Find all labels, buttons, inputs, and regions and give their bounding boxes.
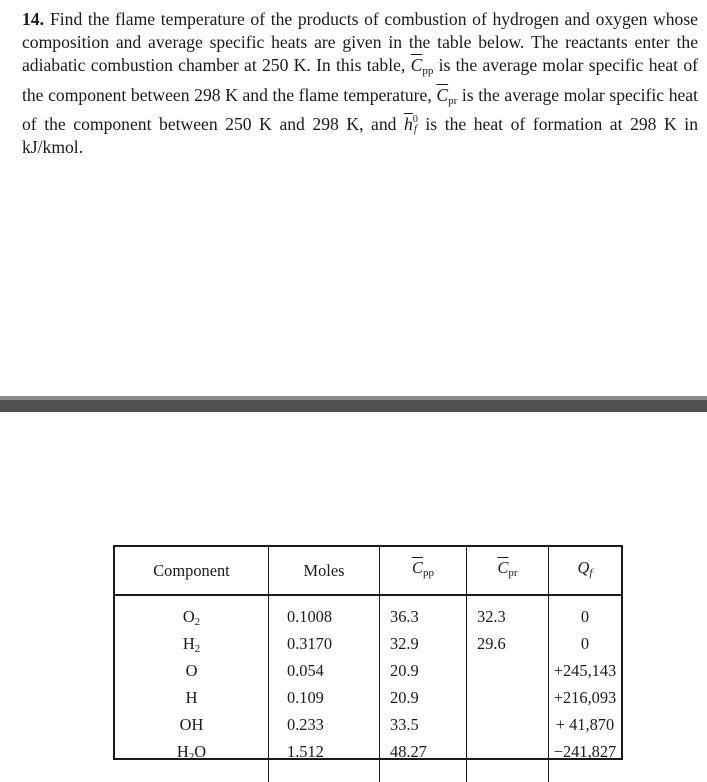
header-qf: $Q_f$ bbox=[549, 547, 622, 595]
problem-number: 14. bbox=[22, 9, 44, 29]
table-row bbox=[115, 741, 621, 782]
problem-text-1: Find the flame temperature of the products of combustion of hydrogen and oxygen whose composition and average specific heats are given in the table below. The reactants enter the adiabatic combustion chamber at 250 K. In this table, bbox=[22, 9, 698, 76]
cell-cpp: 36.3 bbox=[380, 595, 467, 633]
header-cpr: $\overline{C}_{pr}$ bbox=[467, 547, 549, 595]
cell-qf: 0 bbox=[580, 607, 590, 626]
cell-qf: +216,093 bbox=[553, 688, 617, 707]
problem-text-4: is the heat of formation at 298 K in kJ/kmol. bbox=[22, 113, 698, 158]
problem-statement bbox=[22, 8, 698, 159]
cell-cpp: 33.5 bbox=[380, 714, 467, 741]
cell-component: OH bbox=[115, 714, 269, 741]
problem-text-2: is the average molar specific heat of the component between 298 K and the flame temperature, bbox=[22, 55, 698, 105]
cell-component: $O_2$ bbox=[115, 595, 269, 633]
cell-component: O bbox=[115, 660, 269, 687]
table-row bbox=[115, 687, 621, 714]
cell-moles: 0.1008 bbox=[269, 595, 380, 633]
problem-text-3: is the average molar specific heat of the component between 250 K and 298 K, and bbox=[22, 84, 698, 134]
cpp-symbol: $\overline{C}_{pp}$ bbox=[410, 55, 434, 78]
table-header-row bbox=[115, 547, 621, 595]
cell-moles: 0.054 bbox=[269, 660, 380, 687]
cpr-symbol: $\overline{C}_{pr}$ bbox=[436, 84, 458, 107]
data-table-frame bbox=[113, 545, 623, 763]
cell-cpr: 29.6 bbox=[467, 633, 549, 660]
cell-cpr bbox=[467, 687, 549, 714]
cell-cpr bbox=[467, 660, 549, 687]
cell-component: $H_2$ bbox=[115, 633, 269, 660]
cell-moles: 0.3170 bbox=[269, 633, 380, 660]
cell-qf: −241,827 bbox=[553, 742, 617, 761]
cell-cpr: 32.3 bbox=[467, 595, 549, 633]
cell-component: $H_2O$ bbox=[115, 741, 269, 782]
cell-moles: 1.512 bbox=[269, 741, 380, 782]
table-row bbox=[115, 714, 621, 741]
cell-qf: + 41,870 bbox=[555, 715, 615, 734]
cell-component: H bbox=[115, 687, 269, 714]
header-moles: Moles bbox=[269, 547, 380, 595]
cell-moles: 0.233 bbox=[269, 714, 380, 741]
cell-cpr bbox=[467, 714, 549, 741]
cell-moles: 0.109 bbox=[269, 687, 380, 714]
cell-cpp: 20.9 bbox=[380, 660, 467, 687]
data-table bbox=[115, 547, 621, 782]
cell-qf: 0 bbox=[580, 634, 590, 653]
header-component: Component bbox=[115, 547, 269, 595]
table-row bbox=[115, 595, 621, 633]
hf-symbol: $\overline{h}$ 0 f bbox=[404, 113, 418, 135]
cell-cpp: 20.9 bbox=[380, 687, 467, 714]
cell-cpp: 48.27 bbox=[380, 741, 467, 782]
table-row bbox=[115, 660, 621, 687]
table-row bbox=[115, 633, 621, 660]
cell-qf: +245,143 bbox=[553, 661, 617, 680]
cell-cpp: 32.9 bbox=[380, 633, 467, 660]
page-divider bbox=[0, 400, 707, 412]
header-cpp: $\overline{C}_{pp}$ bbox=[380, 547, 467, 595]
cell-cpr bbox=[467, 741, 549, 782]
